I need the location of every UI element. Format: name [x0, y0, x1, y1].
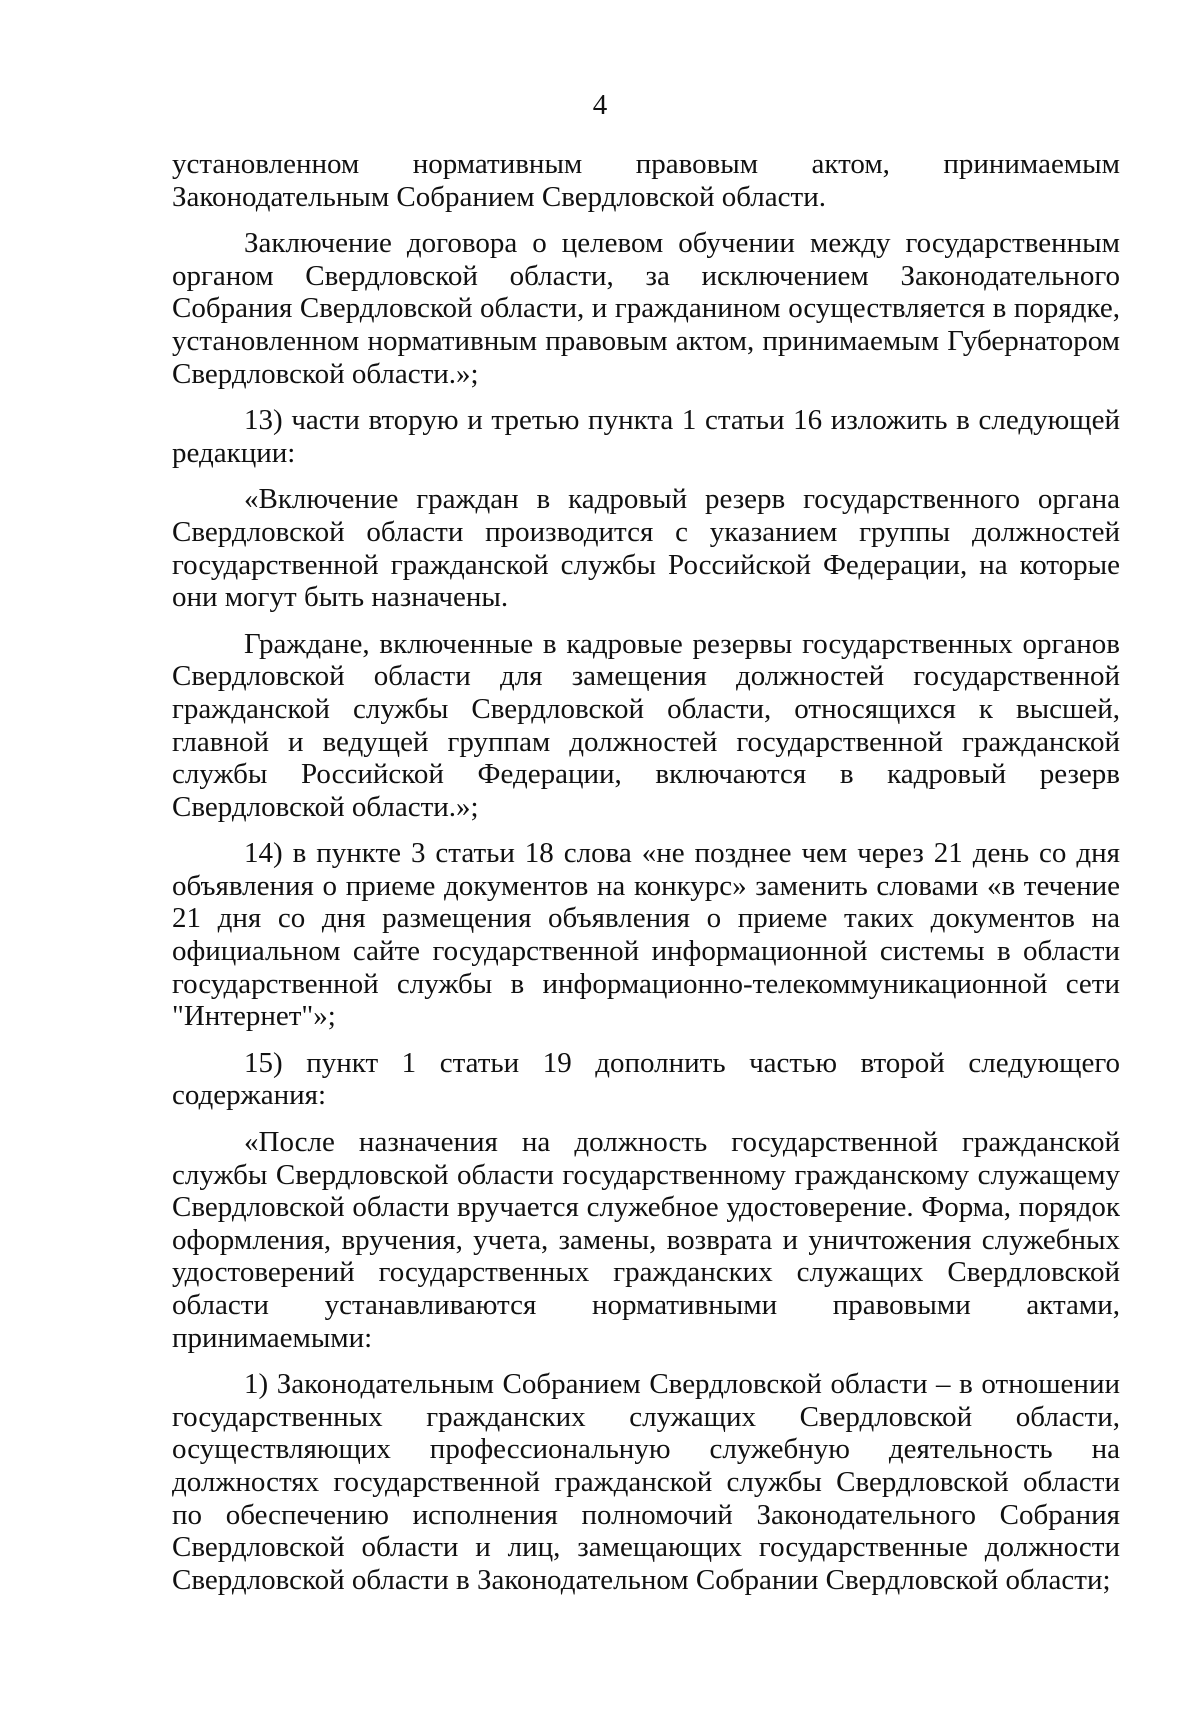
- paragraph-personnel-reserve-inclusion: «Включение граждан в кадровый резерв государственного органа Свердловской области производится с указанием группы должностей государственной гражданской службы Российской Федерации, на которые они могут быть назначены.: [172, 483, 1120, 614]
- document-body: [172, 148, 1120, 1610]
- paragraph-amendment-13: 13) части вторую и третью пункта 1 статьи 16 изложить в следующей редакции:: [172, 404, 1120, 469]
- page-number: 4: [592, 89, 608, 121]
- paragraph-amendment-14: 14) в пункте 3 статьи 18 слова «не позднее чем через 21 день со дня объявления о приеме документов на конкурс» заменить словами «в течение 21 дня со дня размещения объявления о приеме таких документов на официальном сайте государственной информационной системы в области государственной службы в информационно-телекоммуникационной сети "Интернет"»;: [172, 837, 1120, 1033]
- paragraph-amendment-15: 15) пункт 1 статьи 19 дополнить частью второй следующего содержания:: [172, 1046, 1120, 1112]
- paragraph-service-certificate: «После назначения на должность государственной гражданской службы Свердловской области государственному гражданскому служащему Свердловской области вручается служебное удостоверение. Форма, порядок оформления, вручения, учета, замены, возврата и уничтожения служебных удостоверений государственных гражданских служащих Свердловской области устанавливаются нормативными правовыми актами, принимаемыми:: [172, 1126, 1120, 1354]
- paragraph-reserve-citizens: Граждане, включенные в кадровые резервы государственных органов Свердловской области для замещения должностей государственной гражданской службы Свердловской области, относящихся к высшей, главной и ведущей группам должностей государственной гражданской службы Российской Федерации, включаются в кадровый резерв Свердловской области.»;: [172, 627, 1120, 823]
- paragraph-continuation: установленном нормативным правовым актом, принимаемым Законодательным Собранием Свердловской области.: [172, 148, 1120, 213]
- paragraph-target-training-contract: Заключение договора о целевом обучении между государственным органом Свердловской области, за исключением Законодательного Собрания Свердловской области, и гражданином осуществляется в порядке, установленном нормативным правовым актом, принимаемым Губернатором Свердловской области.»;: [172, 227, 1120, 390]
- paragraph-item-1-legislative-assembly: 1) Законодательным Собранием Свердловской области – в отношении государственных гражданских служащих Свердловской области, осуществляющих профессиональную служебную деятельность на должностях государственной гражданской службы Свердловской области по обеспечению исполнения полномочий Законодательного Собрания Свердловской области и лиц, замещающих государственные должности Свердловской области в Законодательном Собрании Свердловской области;: [172, 1368, 1120, 1596]
